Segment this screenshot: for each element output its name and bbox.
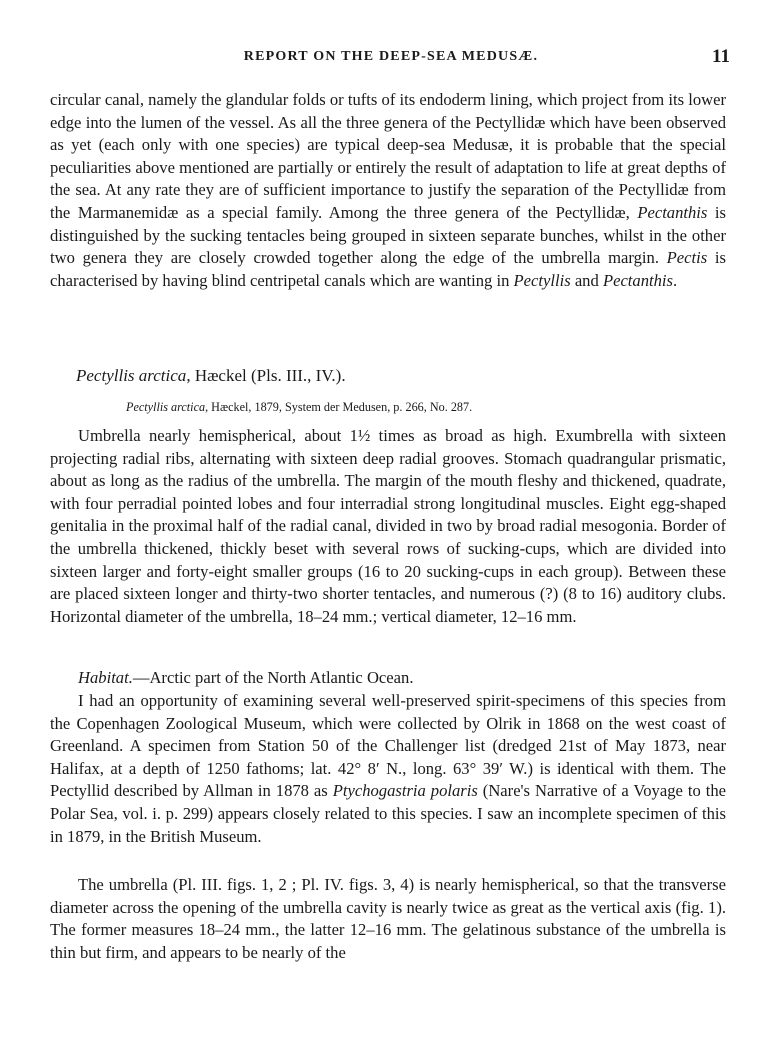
synonym-citation: , Hæckel, 1879, System der Medusen, p. 266, No. 287.: [205, 400, 473, 414]
taxon-ptychogastria: Ptychogastria polaris: [332, 781, 478, 801]
running-title: REPORT ON THE DEEP-SEA MEDUSÆ.: [243, 49, 539, 64]
genus-pectanthis: Pectanthis: [637, 202, 708, 222]
page-number: 11: [712, 46, 730, 67]
running-head: [52, 46, 730, 70]
habitat-paragraph: Habitat.—Arctic part of the North Atlantic Ocean.: [78, 668, 414, 687]
genus-pectis: Pectis: [666, 248, 708, 268]
diagnosis-paragraph: Umbrella nearly hemispherical, about 1½ times as broad as high. Exumbrella with sixteen projecting radial ribs, alternating with sixteen deep radial grooves. Stomach quadrangular prismatic, about as long as the radius of the umbrella. The margin of the mouth fleshy and thickened, quadrate, with four perradial pointed lobes and four interradial strong longitudinal muscles. Eight egg-shaped genitalia in the proximal half of the radial canal, divided in two by broad radial mesogonia. Border of the umbrella thickened, thickly beset with several rows of sucking-cups, which are divided into sixteen larger and forty-eight smaller groups (16 to 20 sucking-cups in each group). Between these are placed sixteen longer and thirty-two shorter tentacles, and numerous (?) (8 to 16) auditory clubs. Horizontal diameter of the umbrella, 18–24 mm.; vertical diameter, 12–16 mm.: [50, 426, 726, 626]
species-name: Pectyllis arctica: [76, 366, 187, 385]
species-authority: , Hæckel (Pls. III., IV.).: [186, 366, 346, 385]
species-heading: [76, 366, 346, 386]
observation-paragraph: I had an opportunity of examining several well-preserved spirit-specimens of this species from the Copenhagen Zoological Museum, which were collected by Olrik in 1868 on the west coast of Greenland. A specimen from Station 50 of the Challenger list (dredged 21st of May 1873, near Halifax, at a depth of 1250 fathoms; lat. 42° 8′ N., long. 63° 39′ W.) is identical with them. The Pectyllid described by Allman in 1878 as Ptychogastria polaris (Nare's Narrative of a Voyage to the Polar Sea, vol. i. p. 299) appears closely related to this species. I saw an incomplete specimen of this in 1879, in the British Museum.: [50, 691, 726, 846]
intro-paragraph: circular canal, namely the glandular folds or tufts of its endoderm lining, which project from its lower edge into the lumen of the vessel. As all the three genera of the Pectyllidæ which have been observed as yet (each only with one species) are typical deep-sea Medusæ, it is probable that the special peculiarities above mentioned are partially or entirely the result of adaptation to life at great depths of the sea. At any rate they are of sufficient importance to justify the separation of the Pectyllidæ from the Marmanemidæ as a special family. Among the three genera of the Pectyllidæ, Pectanthis is distinguished by the sucking tentacles being grouped in sixteen separate bunches, whilst in the other two genera they are closely crowded together along the edge of the umbrella margin. Pectis is characterised by having blind centripetal canals which are wanting in Pectyllis and Pectanthis.: [50, 90, 726, 290]
genus-pectyllis: Pectyllis: [513, 270, 571, 290]
synonym-reference: [126, 400, 472, 415]
synonym-name: Pectyllis arctica: [126, 400, 206, 414]
umbrella-paragraph: The umbrella (Pl. III. figs. 1, 2 ; Pl. IV. figs. 3, 4) is nearly hemispherical, so that the transverse diameter across the opening of the umbrella cavity is nearly twice as great as the vertical axis (fig. 1). The former measures 18–24 mm., the latter 12–16 mm. The gelatinous substance of the umbrella is thin but firm, and appears to be nearly of the: [50, 875, 726, 962]
habitat-label: Habitat.: [78, 668, 133, 687]
genus-pectanthis: Pectanthis: [602, 270, 673, 290]
